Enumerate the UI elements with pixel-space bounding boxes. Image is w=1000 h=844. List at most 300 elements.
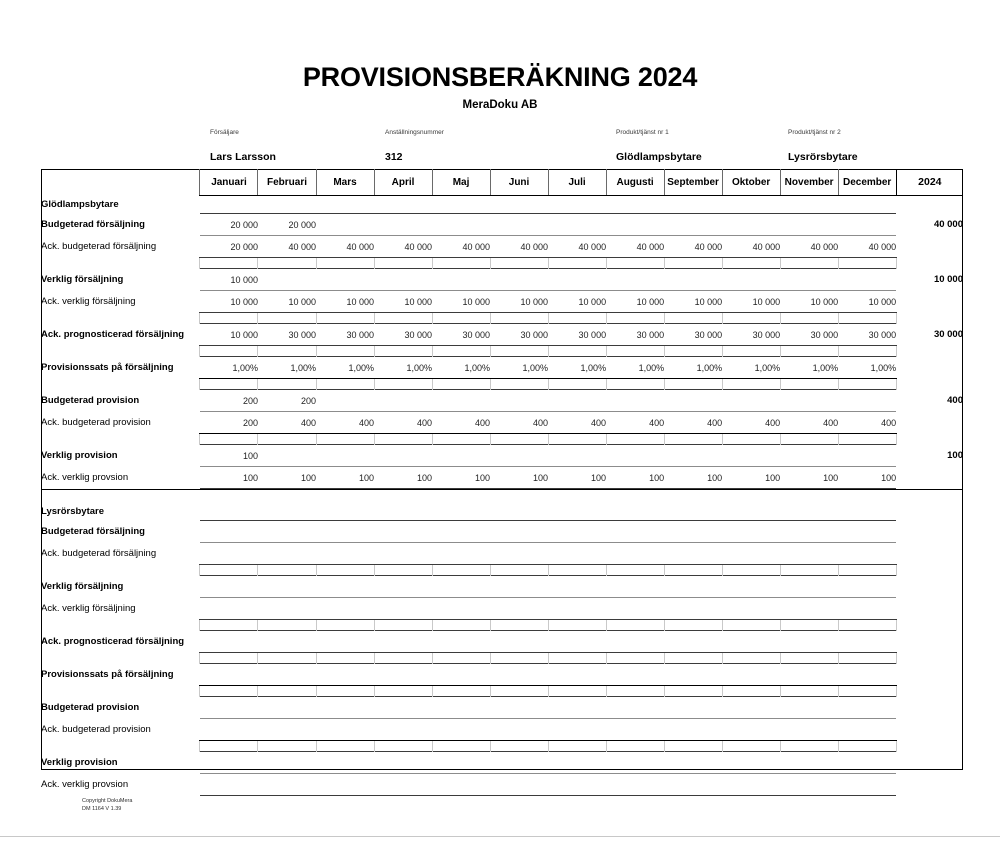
total-ack-verklig-forsaljning[interactable]: [896, 291, 963, 313]
cell-ack-prognosticerad-forsaljning-mars[interactable]: 30 000: [316, 324, 374, 346]
cell-ack-verklig-provsion-november[interactable]: 100: [780, 467, 838, 489]
cell-ack-verklig-forsaljning-december[interactable]: [838, 598, 896, 620]
cell-verklig-provision-mars[interactable]: [316, 445, 374, 467]
meta-value-employee-number[interactable]: 312: [385, 151, 403, 163]
cell-verklig-forsaljning-oktober[interactable]: [722, 576, 780, 598]
cell-ack-verklig-forsaljning-september[interactable]: [664, 598, 722, 620]
total-provisionssats-pa-forsaljning[interactable]: [896, 357, 963, 379]
cell-ack-prognosticerad-forsaljning-juli[interactable]: [548, 631, 606, 653]
cell-ack-verklig-forsaljning-december[interactable]: 10 000: [838, 291, 896, 313]
cell-ack-verklig-provsion-april[interactable]: 100: [374, 467, 432, 489]
row-label-ack-verklig-forsaljning: Ack. verklig försäljning: [41, 296, 136, 307]
cell-provisionssats-pa-forsaljning-juni[interactable]: [490, 664, 548, 686]
spacer-cell: [838, 620, 896, 631]
cell-ack-verklig-provsion-januari[interactable]: [200, 774, 258, 796]
cell-verklig-provision-juni[interactable]: [490, 752, 548, 774]
cell-provisionssats-pa-forsaljning-augusti[interactable]: [606, 664, 664, 686]
cell-verklig-forsaljning-juli[interactable]: [548, 576, 606, 598]
cell-ack-verklig-forsaljning-mars[interactable]: [316, 598, 374, 620]
cell-verklig-provision-juli[interactable]: [548, 752, 606, 774]
total-budgeterad-provision[interactable]: 400: [947, 395, 963, 406]
cell-provisionssats-pa-forsaljning-april[interactable]: [374, 664, 432, 686]
cell-ack-budgeterad-provision-januari[interactable]: [200, 719, 258, 741]
cell-ack-budgeterad-provision-juni[interactable]: 400: [490, 412, 548, 434]
cell-provisionssats-pa-forsaljning-januari[interactable]: [200, 664, 258, 686]
cell-ack-verklig-forsaljning-juli[interactable]: 10 000: [548, 291, 606, 313]
cell-provisionssats-pa-forsaljning-maj[interactable]: [432, 664, 490, 686]
total-ack-prognosticerad-forsaljning[interactable]: [896, 631, 963, 653]
cell-verklig-provision-juni[interactable]: [490, 445, 548, 467]
total-verklig-provision[interactable]: [896, 752, 963, 774]
cell-ack-budgeterad-forsaljning-mars[interactable]: [316, 543, 374, 565]
cell-verklig-provision-december[interactable]: [838, 752, 896, 774]
spacer-cell: [316, 313, 374, 324]
cell-ack-verklig-forsaljning-februari[interactable]: [258, 598, 316, 620]
cell-ack-verklig-forsaljning-juni[interactable]: 10 000: [490, 291, 548, 313]
cell-budgeterad-forsaljning-maj[interactable]: [432, 214, 490, 236]
cell-verklig-forsaljning-november[interactable]: [780, 269, 838, 291]
cell-ack-prognosticerad-forsaljning-februari[interactable]: [258, 631, 316, 653]
total-verklig-provision[interactable]: 100: [947, 450, 963, 461]
spacer-cell: [780, 686, 838, 697]
cell-ack-prognosticerad-forsaljning-september[interactable]: 30 000: [664, 324, 722, 346]
cell-ack-prognosticerad-forsaljning-mars[interactable]: [316, 631, 374, 653]
cell-ack-budgeterad-forsaljning-juli[interactable]: 40 000: [548, 236, 606, 258]
cell-provisionssats-pa-forsaljning-oktober[interactable]: [722, 664, 780, 686]
cell-budgeterad-provision-februari[interactable]: 200: [258, 390, 316, 412]
cell-budgeterad-provision-januari[interactable]: 200: [200, 390, 258, 412]
cell-ack-verklig-provsion-mars[interactable]: 100: [316, 467, 374, 489]
cell-budgeterad-forsaljning-augusti[interactable]: [606, 214, 664, 236]
spacer-label: [41, 313, 200, 324]
cell-verklig-forsaljning-januari[interactable]: 10 000: [200, 269, 258, 291]
cell-ack-verklig-provsion-september[interactable]: 100: [664, 467, 722, 489]
cell-provisionssats-pa-forsaljning-augusti[interactable]: 1,00%: [606, 357, 664, 379]
cell-ack-budgeterad-forsaljning-april[interactable]: 40 000: [374, 236, 432, 258]
cell-verklig-provision-maj[interactable]: [432, 445, 490, 467]
cell-ack-budgeterad-provision-september[interactable]: 400: [664, 412, 722, 434]
cell-budgeterad-forsaljning-januari[interactable]: [200, 521, 258, 543]
cell-ack-prognosticerad-forsaljning-november[interactable]: [780, 631, 838, 653]
cell-budgeterad-forsaljning-november[interactable]: [780, 521, 838, 543]
column-header-oktober[interactable]: Oktober: [722, 169, 780, 196]
cell-provisionssats-pa-forsaljning-mars[interactable]: [316, 664, 374, 686]
section-head-cell: [200, 503, 258, 521]
cell-verklig-forsaljning-mars[interactable]: [316, 576, 374, 598]
total-ack-prognosticerad-forsaljning[interactable]: 30 000: [933, 329, 963, 340]
cell-provisionssats-pa-forsaljning-september[interactable]: 1,00%: [664, 357, 722, 379]
cell-ack-budgeterad-provision-april[interactable]: [374, 719, 432, 741]
cell-ack-verklig-forsaljning-augusti[interactable]: 10 000: [606, 291, 664, 313]
total-ack-budgeterad-forsaljning[interactable]: [896, 236, 963, 258]
cell-provisionssats-pa-forsaljning-februari[interactable]: [258, 664, 316, 686]
cell-budgeterad-forsaljning-september[interactable]: [664, 214, 722, 236]
cell-budgeterad-provision-oktober[interactable]: [722, 697, 780, 719]
cell-budgeterad-forsaljning-december[interactable]: [838, 521, 896, 543]
cell-ack-budgeterad-provision-mars[interactable]: 400: [316, 412, 374, 434]
cell-budgeterad-forsaljning-maj[interactable]: [432, 521, 490, 543]
cell-ack-budgeterad-forsaljning-oktober[interactable]: [722, 543, 780, 565]
cell-ack-prognosticerad-forsaljning-juli[interactable]: 30 000: [548, 324, 606, 346]
cell-verklig-provision-januari[interactable]: 100: [200, 445, 258, 467]
cell-ack-budgeterad-forsaljning-augusti[interactable]: [606, 543, 664, 565]
total-ack-budgeterad-provision[interactable]: [896, 412, 963, 434]
cell-provisionssats-pa-forsaljning-juli[interactable]: 1,00%: [548, 357, 606, 379]
cell-ack-budgeterad-provision-februari[interactable]: 400: [258, 412, 316, 434]
cell-ack-budgeterad-forsaljning-juli[interactable]: [548, 543, 606, 565]
cell-verklig-forsaljning-juli[interactable]: [548, 269, 606, 291]
spacer-cell: [432, 434, 490, 445]
column-header-januari[interactable]: Januari: [200, 169, 258, 196]
total-ack-budgeterad-provision[interactable]: [896, 719, 963, 741]
cell-ack-verklig-provsion-juni[interactable]: [490, 774, 548, 796]
cell-ack-verklig-provsion-juni[interactable]: 100: [490, 467, 548, 489]
cell-ack-verklig-forsaljning-april[interactable]: 10 000: [374, 291, 432, 313]
cell-ack-budgeterad-provision-oktober[interactable]: [722, 719, 780, 741]
column-header-augusti[interactable]: Augusti: [606, 169, 664, 196]
cell-verklig-forsaljning-september[interactable]: [664, 576, 722, 598]
cell-budgeterad-forsaljning-oktober[interactable]: [722, 521, 780, 543]
cell-verklig-provision-maj[interactable]: [432, 752, 490, 774]
cell-provisionssats-pa-forsaljning-oktober[interactable]: 1,00%: [722, 357, 780, 379]
spacer-cell: [316, 565, 374, 576]
cell-verklig-provision-augusti[interactable]: [606, 445, 664, 467]
cell-verklig-forsaljning-april[interactable]: [374, 269, 432, 291]
cell-ack-verklig-provsion-januari[interactable]: 100: [200, 467, 258, 489]
cell-verklig-provision-september[interactable]: [664, 445, 722, 467]
cell-ack-verklig-provsion-september[interactable]: [664, 774, 722, 796]
cell-ack-verklig-provsion-december[interactable]: 100: [838, 467, 896, 489]
cell-verklig-forsaljning-augusti[interactable]: [606, 576, 664, 598]
cell-budgeterad-provision-juni[interactable]: [490, 697, 548, 719]
cell-ack-budgeterad-provision-februari[interactable]: [258, 719, 316, 741]
column-header-total[interactable]: 2024: [896, 169, 963, 196]
cell-verklig-provision-juli[interactable]: [548, 445, 606, 467]
total-ack-verklig-forsaljning[interactable]: [896, 598, 963, 620]
cell-budgeterad-forsaljning-mars[interactable]: [316, 214, 374, 236]
cell-ack-prognosticerad-forsaljning-december[interactable]: [838, 631, 896, 653]
cell-budgeterad-provision-maj[interactable]: [432, 697, 490, 719]
section-head-cell: [606, 503, 664, 521]
meta-value-product-2[interactable]: Lysrörsbytare: [788, 151, 858, 163]
cell-ack-prognosticerad-forsaljning-januari[interactable]: 10 000: [200, 324, 258, 346]
cell-ack-prognosticerad-forsaljning-september[interactable]: [664, 631, 722, 653]
cell-ack-budgeterad-forsaljning-maj[interactable]: 40 000: [432, 236, 490, 258]
cell-budgeterad-forsaljning-april[interactable]: [374, 214, 432, 236]
cell-ack-budgeterad-forsaljning-december[interactable]: 40 000: [838, 236, 896, 258]
cell-ack-verklig-forsaljning-juni[interactable]: [490, 598, 548, 620]
column-header-juli[interactable]: Juli: [548, 169, 606, 196]
cell-budgeterad-provision-april[interactable]: [374, 390, 432, 412]
cell-ack-budgeterad-provision-juli[interactable]: [548, 719, 606, 741]
cell-ack-budgeterad-provision-december[interactable]: 400: [838, 412, 896, 434]
cell-budgeterad-forsaljning-januari[interactable]: 20 000: [200, 214, 258, 236]
cell-ack-verklig-provsion-oktober[interactable]: 100: [722, 467, 780, 489]
cell-budgeterad-provision-juli[interactable]: [548, 390, 606, 412]
cell-verklig-forsaljning-december[interactable]: [838, 576, 896, 598]
cell-ack-budgeterad-provision-juni[interactable]: [490, 719, 548, 741]
cell-ack-verklig-forsaljning-september[interactable]: 10 000: [664, 291, 722, 313]
cell-budgeterad-forsaljning-juli[interactable]: [548, 521, 606, 543]
cell-ack-verklig-forsaljning-maj[interactable]: 10 000: [432, 291, 490, 313]
cell-provisionssats-pa-forsaljning-december[interactable]: [838, 664, 896, 686]
column-header-maj[interactable]: Maj: [432, 169, 490, 196]
meta-value-product-1[interactable]: Glödlampsbytare: [616, 151, 702, 163]
column-header-april[interactable]: April: [374, 169, 432, 196]
cell-provisionssats-pa-forsaljning-mars[interactable]: 1,00%: [316, 357, 374, 379]
cell-ack-budgeterad-provision-september[interactable]: [664, 719, 722, 741]
cell-ack-verklig-provsion-mars[interactable]: [316, 774, 374, 796]
cell-ack-verklig-forsaljning-november[interactable]: [780, 598, 838, 620]
cell-ack-verklig-provsion-augusti[interactable]: 100: [606, 467, 664, 489]
cell-ack-prognosticerad-forsaljning-februari[interactable]: 30 000: [258, 324, 316, 346]
cell-budgeterad-forsaljning-december[interactable]: [838, 214, 896, 236]
cell-verklig-forsaljning-juni[interactable]: [490, 576, 548, 598]
cell-provisionssats-pa-forsaljning-april[interactable]: 1,00%: [374, 357, 432, 379]
cell-ack-prognosticerad-forsaljning-november[interactable]: 30 000: [780, 324, 838, 346]
cell-ack-budgeterad-forsaljning-februari[interactable]: [258, 543, 316, 565]
section-head-cell: [722, 503, 780, 521]
cell-verklig-forsaljning-oktober[interactable]: [722, 269, 780, 291]
cell-ack-budgeterad-forsaljning-november[interactable]: 40 000: [780, 236, 838, 258]
cell-budgeterad-provision-december[interactable]: [838, 390, 896, 412]
cell-ack-budgeterad-provision-mars[interactable]: [316, 719, 374, 741]
cell-verklig-provision-januari[interactable]: [200, 752, 258, 774]
cell-ack-prognosticerad-forsaljning-januari[interactable]: [200, 631, 258, 653]
cell-budgeterad-provision-januari[interactable]: [200, 697, 258, 719]
section-head-cell: [316, 503, 374, 521]
cell-verklig-forsaljning-november[interactable]: [780, 576, 838, 598]
cell-budgeterad-forsaljning-september[interactable]: [664, 521, 722, 543]
total-provisionssats-pa-forsaljning[interactable]: [896, 664, 963, 686]
cell-ack-prognosticerad-forsaljning-oktober[interactable]: [722, 631, 780, 653]
column-header-september[interactable]: September: [664, 169, 722, 196]
cell-ack-budgeterad-provision-augusti[interactable]: [606, 719, 664, 741]
cell-ack-verklig-provsion-juli[interactable]: 100: [548, 467, 606, 489]
cell-budgeterad-provision-augusti[interactable]: [606, 697, 664, 719]
cell-ack-prognosticerad-forsaljning-april[interactable]: [374, 631, 432, 653]
cell-budgeterad-forsaljning-februari[interactable]: [258, 521, 316, 543]
cell-ack-budgeterad-provision-augusti[interactable]: 400: [606, 412, 664, 434]
cell-budgeterad-forsaljning-mars[interactable]: [316, 521, 374, 543]
spacer-cell: [664, 620, 722, 631]
cell-budgeterad-provision-maj[interactable]: [432, 390, 490, 412]
spacer-cell: [548, 653, 606, 664]
cell-ack-prognosticerad-forsaljning-april[interactable]: 30 000: [374, 324, 432, 346]
cell-ack-budgeterad-provision-maj[interactable]: [432, 719, 490, 741]
cell-budgeterad-provision-juni[interactable]: [490, 390, 548, 412]
cell-ack-budgeterad-provision-december[interactable]: [838, 719, 896, 741]
cell-ack-verklig-forsaljning-oktober[interactable]: 10 000: [722, 291, 780, 313]
cell-budgeterad-forsaljning-augusti[interactable]: [606, 521, 664, 543]
row-label-provisionssats-pa-forsaljning: Provisionssats på försäljning: [41, 362, 174, 373]
column-header-november[interactable]: November: [780, 169, 838, 196]
cell-ack-verklig-forsaljning-augusti[interactable]: [606, 598, 664, 620]
cell-ack-budgeterad-forsaljning-oktober[interactable]: 40 000: [722, 236, 780, 258]
cell-verklig-forsaljning-april[interactable]: [374, 576, 432, 598]
total-budgeterad-forsaljning[interactable]: [896, 521, 963, 543]
total-ack-budgeterad-forsaljning[interactable]: [896, 543, 963, 565]
cell-ack-verklig-forsaljning-oktober[interactable]: [722, 598, 780, 620]
cell-provisionssats-pa-forsaljning-februari[interactable]: 1,00%: [258, 357, 316, 379]
cell-verklig-provision-augusti[interactable]: [606, 752, 664, 774]
cell-ack-verklig-provsion-maj[interactable]: 100: [432, 467, 490, 489]
cell-ack-budgeterad-provision-maj[interactable]: 400: [432, 412, 490, 434]
cell-budgeterad-provision-december[interactable]: [838, 697, 896, 719]
section-head-total: [896, 196, 963, 214]
cell-verklig-provision-oktober[interactable]: [722, 445, 780, 467]
cell-ack-budgeterad-forsaljning-maj[interactable]: [432, 543, 490, 565]
cell-ack-budgeterad-forsaljning-december[interactable]: [838, 543, 896, 565]
cell-budgeterad-forsaljning-oktober[interactable]: [722, 214, 780, 236]
cell-ack-verklig-forsaljning-januari[interactable]: 10 000: [200, 291, 258, 313]
cell-ack-budgeterad-forsaljning-augusti[interactable]: 40 000: [606, 236, 664, 258]
cell-ack-verklig-forsaljning-februari[interactable]: 10 000: [258, 291, 316, 313]
cell-provisionssats-pa-forsaljning-januari[interactable]: 1,00%: [200, 357, 258, 379]
cell-budgeterad-provision-juli[interactable]: [548, 697, 606, 719]
cell-budgeterad-provision-februari[interactable]: [258, 697, 316, 719]
cell-ack-budgeterad-forsaljning-mars[interactable]: 40 000: [316, 236, 374, 258]
cell-verklig-provision-februari[interactable]: [258, 445, 316, 467]
cell-ack-verklig-forsaljning-januari[interactable]: [200, 598, 258, 620]
cell-verklig-provision-december[interactable]: [838, 445, 896, 467]
cell-provisionssats-pa-forsaljning-juni[interactable]: 1,00%: [490, 357, 548, 379]
cell-provisionssats-pa-forsaljning-november[interactable]: [780, 664, 838, 686]
total-verklig-forsaljning[interactable]: 10 000: [933, 274, 963, 285]
cell-ack-budgeterad-forsaljning-januari[interactable]: [200, 543, 258, 565]
cell-verklig-forsaljning-augusti[interactable]: [606, 269, 664, 291]
total-ack-verklig-provsion[interactable]: [896, 467, 963, 489]
spacer-cell: [200, 653, 258, 664]
cell-provisionssats-pa-forsaljning-december[interactable]: 1,00%: [838, 357, 896, 379]
cell-verklig-forsaljning-januari[interactable]: [200, 576, 258, 598]
cell-verklig-forsaljning-september[interactable]: [664, 269, 722, 291]
cell-budgeterad-forsaljning-november[interactable]: [780, 214, 838, 236]
cell-ack-verklig-provsion-december[interactable]: [838, 774, 896, 796]
cell-verklig-provision-april[interactable]: [374, 752, 432, 774]
cell-verklig-forsaljning-december[interactable]: [838, 269, 896, 291]
column-header-december[interactable]: December: [838, 169, 896, 196]
cell-verklig-provision-april[interactable]: [374, 445, 432, 467]
cell-ack-budgeterad-forsaljning-januari[interactable]: 20 000: [200, 236, 258, 258]
cell-budgeterad-forsaljning-juni[interactable]: [490, 214, 548, 236]
cell-budgeterad-provision-september[interactable]: [664, 390, 722, 412]
section-head-cell: [490, 503, 548, 521]
cell-budgeterad-forsaljning-juni[interactable]: [490, 521, 548, 543]
cell-provisionssats-pa-forsaljning-juli[interactable]: [548, 664, 606, 686]
cell-ack-prognosticerad-forsaljning-oktober[interactable]: 30 000: [722, 324, 780, 346]
cell-ack-budgeterad-forsaljning-september[interactable]: [664, 543, 722, 565]
cell-verklig-provision-oktober[interactable]: [722, 752, 780, 774]
cell-verklig-forsaljning-februari[interactable]: [258, 576, 316, 598]
cell-ack-verklig-forsaljning-mars[interactable]: 10 000: [316, 291, 374, 313]
cell-ack-budgeterad-forsaljning-november[interactable]: [780, 543, 838, 565]
cell-ack-verklig-provsion-augusti[interactable]: [606, 774, 664, 796]
cell-ack-verklig-provsion-april[interactable]: [374, 774, 432, 796]
total-budgeterad-forsaljning[interactable]: 40 000: [933, 219, 963, 230]
total-verklig-forsaljning[interactable]: [896, 576, 963, 598]
cell-ack-verklig-provsion-oktober[interactable]: [722, 774, 780, 796]
cell-ack-budgeterad-provision-april[interactable]: 400: [374, 412, 432, 434]
cell-budgeterad-provision-september[interactable]: [664, 697, 722, 719]
cell-verklig-provision-november[interactable]: [780, 752, 838, 774]
cell-ack-prognosticerad-forsaljning-maj[interactable]: 30 000: [432, 324, 490, 346]
cell-ack-verklig-provsion-november[interactable]: [780, 774, 838, 796]
cell-ack-prognosticerad-forsaljning-juni[interactable]: [490, 631, 548, 653]
cell-budgeterad-forsaljning-februari[interactable]: 20 000: [258, 214, 316, 236]
cell-ack-budgeterad-forsaljning-april[interactable]: [374, 543, 432, 565]
cell-ack-budgeterad-provision-november[interactable]: [780, 719, 838, 741]
cell-ack-budgeterad-provision-juli[interactable]: 400: [548, 412, 606, 434]
cell-ack-budgeterad-forsaljning-september[interactable]: 40 000: [664, 236, 722, 258]
cell-verklig-forsaljning-maj[interactable]: [432, 269, 490, 291]
cell-verklig-forsaljning-maj[interactable]: [432, 576, 490, 598]
cell-budgeterad-provision-november[interactable]: [780, 390, 838, 412]
cell-budgeterad-provision-november[interactable]: [780, 697, 838, 719]
cell-ack-budgeterad-provision-oktober[interactable]: 400: [722, 412, 780, 434]
cell-ack-prognosticerad-forsaljning-augusti[interactable]: [606, 631, 664, 653]
spacer-label: [41, 620, 200, 631]
cell-budgeterad-provision-mars[interactable]: [316, 390, 374, 412]
cell-verklig-provision-mars[interactable]: [316, 752, 374, 774]
section-gap-cell: [490, 490, 548, 504]
cell-provisionssats-pa-forsaljning-november[interactable]: 1,00%: [780, 357, 838, 379]
cell-ack-verklig-forsaljning-april[interactable]: [374, 598, 432, 620]
cell-budgeterad-provision-augusti[interactable]: [606, 390, 664, 412]
column-header-juni[interactable]: Juni: [490, 169, 548, 196]
cell-ack-prognosticerad-forsaljning-juni[interactable]: 30 000: [490, 324, 548, 346]
cell-ack-prognosticerad-forsaljning-augusti[interactable]: 30 000: [606, 324, 664, 346]
cell-ack-verklig-forsaljning-november[interactable]: 10 000: [780, 291, 838, 313]
cell-ack-prognosticerad-forsaljning-december[interactable]: 30 000: [838, 324, 896, 346]
cell-ack-budgeterad-provision-november[interactable]: 400: [780, 412, 838, 434]
cell-verklig-forsaljning-mars[interactable]: [316, 269, 374, 291]
spacer-cell: [374, 686, 432, 697]
meta-value-salesperson[interactable]: Lars Larsson: [210, 151, 276, 163]
cell-provisionssats-pa-forsaljning-september[interactable]: [664, 664, 722, 686]
cell-budgeterad-provision-oktober[interactable]: [722, 390, 780, 412]
cell-ack-budgeterad-forsaljning-februari[interactable]: 40 000: [258, 236, 316, 258]
cell-ack-budgeterad-provision-januari[interactable]: 200: [200, 412, 258, 434]
cell-ack-verklig-forsaljning-juli[interactable]: [548, 598, 606, 620]
cell-verklig-forsaljning-februari[interactable]: [258, 269, 316, 291]
cell-verklig-forsaljning-juni[interactable]: [490, 269, 548, 291]
section-header-lysrorsbytare: [41, 503, 963, 521]
cell-budgeterad-forsaljning-april[interactable]: [374, 521, 432, 543]
total-ack-verklig-provsion[interactable]: [896, 774, 963, 796]
cell-provisionssats-pa-forsaljning-maj[interactable]: 1,00%: [432, 357, 490, 379]
cell-budgeterad-provision-mars[interactable]: [316, 697, 374, 719]
cell-ack-verklig-provsion-juli[interactable]: [548, 774, 606, 796]
cell-verklig-provision-februari[interactable]: [258, 752, 316, 774]
cell-ack-verklig-provsion-maj[interactable]: [432, 774, 490, 796]
cell-ack-budgeterad-forsaljning-juni[interactable]: 40 000: [490, 236, 548, 258]
cell-ack-verklig-provsion-februari[interactable]: [258, 774, 316, 796]
cell-ack-verklig-provsion-februari[interactable]: 100: [258, 467, 316, 489]
cell-ack-budgeterad-forsaljning-juni[interactable]: [490, 543, 548, 565]
total-budgeterad-provision[interactable]: [896, 697, 963, 719]
cell-budgeterad-provision-april[interactable]: [374, 697, 432, 719]
cell-verklig-provision-september[interactable]: [664, 752, 722, 774]
cell-verklig-provision-november[interactable]: [780, 445, 838, 467]
cell-ack-verklig-forsaljning-maj[interactable]: [432, 598, 490, 620]
spacer-cell: [606, 741, 664, 752]
spacer-cell: [548, 686, 606, 697]
cell-ack-prognosticerad-forsaljning-maj[interactable]: [432, 631, 490, 653]
cell-budgeterad-forsaljning-juli[interactable]: [548, 214, 606, 236]
column-header-mars[interactable]: Mars: [316, 169, 374, 196]
column-header-februari[interactable]: Februari: [258, 169, 316, 196]
